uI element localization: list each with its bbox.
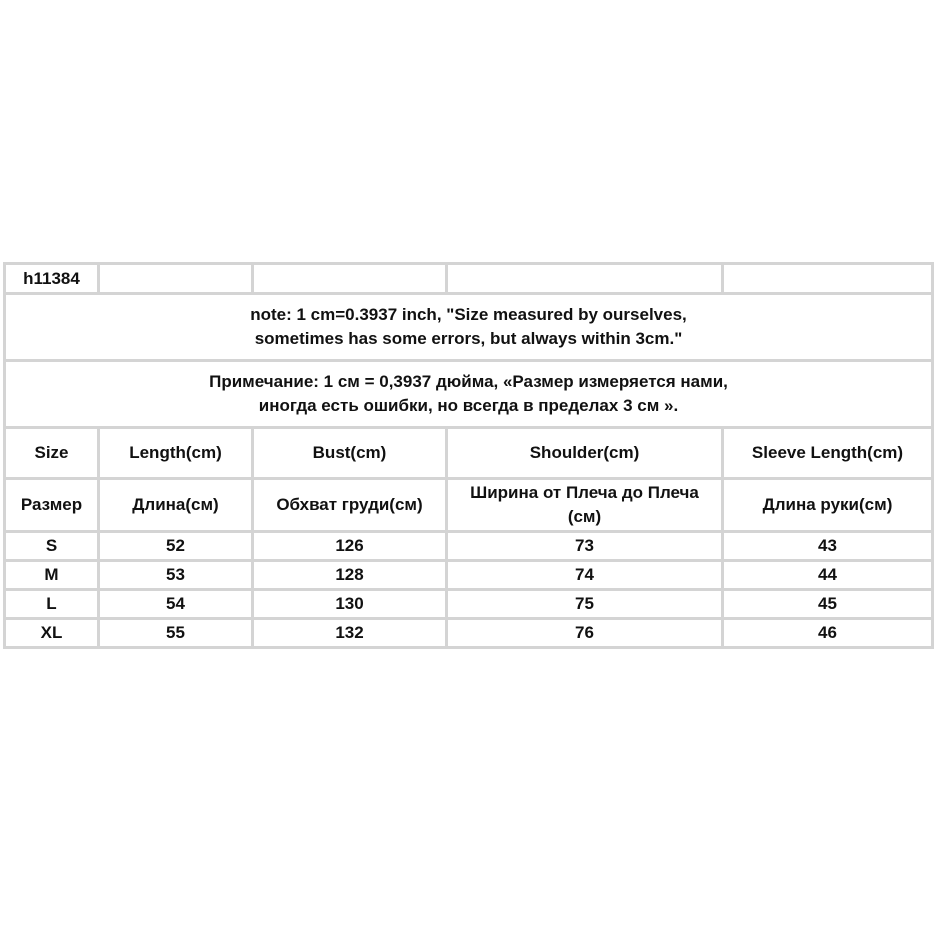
empty-cell [723, 264, 933, 294]
note-ru-line-1: Примечание: 1 см = 0,3937 дюйма, «Размер измеряется нами, [209, 372, 728, 391]
note-en-row [5, 294, 933, 361]
note-en-line-1: note: 1 cm=0.3937 inch, "Size measured by ourselves, [250, 305, 687, 324]
sleeve-cell: 46 [723, 619, 933, 648]
table-row [5, 590, 933, 619]
length-cell: 52 [99, 532, 253, 561]
header-size-en: Size [5, 428, 99, 479]
sleeve-cell: 44 [723, 561, 933, 590]
bust-cell: 132 [253, 619, 447, 648]
shoulder-cell: 73 [447, 532, 723, 561]
empty-cell [99, 264, 253, 294]
header-length-ru: Длина(см) [99, 479, 253, 532]
size-chart [3, 262, 931, 649]
empty-cell [253, 264, 447, 294]
header-bust-en: Bust(cm) [253, 428, 447, 479]
length-cell: 55 [99, 619, 253, 648]
product-code-row [5, 264, 933, 294]
product-code: h11384 [5, 264, 99, 294]
length-cell: 54 [99, 590, 253, 619]
note-ru [5, 361, 933, 428]
sleeve-cell: 43 [723, 532, 933, 561]
shoulder-cell: 74 [447, 561, 723, 590]
bust-cell: 130 [253, 590, 447, 619]
shoulder-cell: 75 [447, 590, 723, 619]
table-row [5, 532, 933, 561]
note-en-line-2: sometimes has some errors, but always within 3cm." [254, 329, 683, 348]
header-row-en [5, 428, 933, 479]
size-table [3, 262, 934, 649]
length-cell: 53 [99, 561, 253, 590]
header-sleeve-en: Sleeve Length(cm) [723, 428, 933, 479]
empty-cell [447, 264, 723, 294]
table-row [5, 561, 933, 590]
table-row [5, 619, 933, 648]
note-ru-line-2: иногда есть ошибки, но всегда в пределах 3 см ». [258, 396, 679, 415]
header-bust-ru: Обхват груди(см) [253, 479, 447, 532]
size-cell: L [5, 590, 99, 619]
sleeve-cell: 45 [723, 590, 933, 619]
size-cell: S [5, 532, 99, 561]
size-cell: XL [5, 619, 99, 648]
size-cell: M [5, 561, 99, 590]
header-shoulder-en: Shoulder(cm) [447, 428, 723, 479]
note-en [5, 294, 933, 361]
bust-cell: 126 [253, 532, 447, 561]
shoulder-cell: 76 [447, 619, 723, 648]
header-size-ru: Размер [5, 479, 99, 532]
note-ru-row [5, 361, 933, 428]
header-shoulder-ru: Ширина от Плеча до Плеча (см) [447, 479, 723, 532]
header-row-ru [5, 479, 933, 532]
header-length-en: Length(cm) [99, 428, 253, 479]
header-sleeve-ru: Длина руки(см) [723, 479, 933, 532]
bust-cell: 128 [253, 561, 447, 590]
